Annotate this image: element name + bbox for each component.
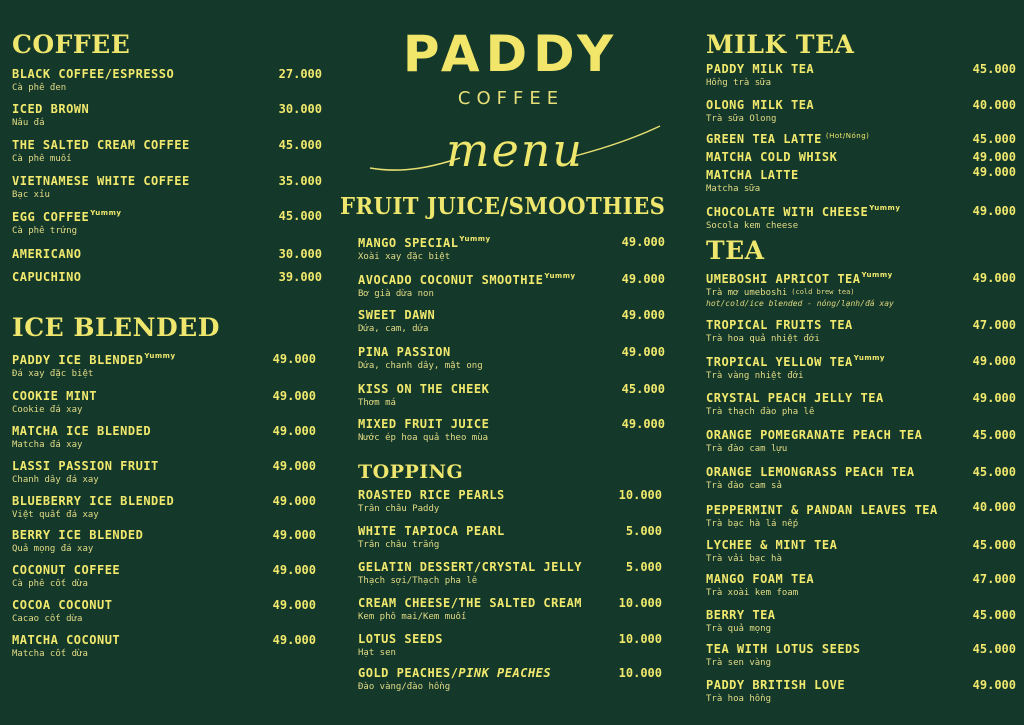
item-description: Chanh dây đá xay bbox=[12, 475, 99, 485]
item-price: 49.000 bbox=[972, 354, 1016, 368]
item-description: Matcha đá xay bbox=[12, 440, 83, 450]
item-name: TROPICAL YELLOW TEA bbox=[706, 355, 853, 369]
item-description: Bạc xỉu bbox=[12, 190, 50, 200]
item-name: THE SALTED CREAM COFFEE bbox=[12, 138, 190, 152]
menu-item bbox=[358, 596, 662, 622]
menu-item bbox=[706, 428, 1016, 454]
item-name: BERRY ICE BLENDED bbox=[12, 528, 144, 542]
item-price: 10.000 bbox=[618, 488, 662, 502]
item-price: 49.000 bbox=[272, 528, 316, 542]
item-price: 49.000 bbox=[972, 165, 1016, 179]
topping-title: TOPPING bbox=[358, 461, 464, 483]
item-price: 49.000 bbox=[272, 598, 316, 612]
item-description: Cà phê đen bbox=[12, 83, 67, 93]
item-description: Trà thạch đào pha lê bbox=[706, 407, 815, 417]
item-description: Trà xoài kem foam bbox=[706, 588, 799, 598]
menu-item bbox=[358, 417, 665, 443]
item-name: GOLD PEACHES/ bbox=[358, 666, 459, 680]
item-description: Nâu đá bbox=[12, 118, 45, 128]
yummy-badge: Yummy bbox=[544, 272, 576, 280]
item-price: 49.000 bbox=[972, 150, 1016, 164]
menu-item bbox=[12, 174, 322, 200]
item-name: ORANGE POMEGRANATE PEACH TEA bbox=[706, 428, 923, 442]
tea-title: TEA bbox=[706, 236, 765, 265]
item-price: 49.000 bbox=[972, 678, 1016, 692]
item-description: Đào vàng/đào hồng bbox=[358, 682, 451, 692]
item-description: Việt quất đá xay bbox=[12, 510, 99, 520]
item-description: Trà hoa quả nhiệt đới bbox=[706, 334, 820, 344]
fruit-title: FRUIT JUICE/SMOOTHIES bbox=[340, 193, 666, 220]
item-price: 47.000 bbox=[972, 572, 1016, 586]
item-description: Trà vàng nhiệt đới bbox=[706, 371, 804, 381]
item-price: 45.000 bbox=[972, 62, 1016, 76]
item-price: 49.000 bbox=[972, 204, 1016, 218]
item-name: CRYSTAL PEACH JELLY TEA bbox=[706, 391, 884, 405]
item-description: Socola kem cheese bbox=[706, 221, 799, 231]
item-name: KISS ON THE CHEEK bbox=[358, 382, 490, 396]
item-price: 45.000 bbox=[972, 608, 1016, 622]
item-description: Thơm má bbox=[358, 398, 396, 408]
menu-item bbox=[706, 318, 1016, 344]
item-name: UMEBOSHI APRICOT TEA bbox=[706, 272, 861, 286]
yummy-badge: Yummy bbox=[144, 352, 176, 360]
item-price: 10.000 bbox=[618, 596, 662, 610]
menu-item bbox=[706, 204, 1016, 231]
item-name: MATCHA LATTE bbox=[706, 168, 799, 182]
item-description: Dứa, chanh dây, mật ong bbox=[358, 361, 483, 371]
item-price: 49.000 bbox=[972, 271, 1016, 285]
item-description: Trà sen vàng bbox=[706, 658, 772, 668]
item-name: TROPICAL FRUITS TEA bbox=[706, 318, 853, 332]
menu-item bbox=[706, 132, 1016, 146]
menu-item bbox=[706, 98, 1016, 124]
item-price: 49.000 bbox=[272, 563, 316, 577]
item-description: Trà vải bạc hà bbox=[706, 554, 782, 564]
menu-item bbox=[358, 235, 665, 262]
menu-item bbox=[706, 354, 1016, 381]
menu-item bbox=[358, 632, 662, 658]
item-description: Đá xay đặc biệt bbox=[12, 369, 94, 379]
menu-item bbox=[706, 150, 1016, 164]
item-description: Kem phô mai/Kem muối bbox=[358, 612, 467, 622]
item-name: TEA WITH LOTUS SEEDS bbox=[706, 642, 861, 656]
menu-script-logo bbox=[365, 118, 665, 188]
item-price: 47.000 bbox=[972, 318, 1016, 332]
brand-name: PADDY bbox=[402, 25, 620, 83]
menu-item bbox=[358, 308, 665, 334]
item-name-italic: PINK PEACHES bbox=[458, 666, 552, 680]
yummy-badge: Yummy bbox=[853, 354, 885, 362]
item-price: 49.000 bbox=[621, 235, 665, 249]
item-price: 45.000 bbox=[972, 428, 1016, 442]
item-name: EGG COFFEE bbox=[12, 210, 90, 224]
coffee-title: COFFEE bbox=[12, 30, 131, 59]
menu-item bbox=[12, 633, 316, 659]
item-description: Trà quả mọng bbox=[706, 624, 772, 634]
item-price: 49.000 bbox=[272, 633, 316, 647]
item-price: 40.000 bbox=[972, 98, 1016, 112]
menu-item bbox=[706, 465, 1016, 491]
item-name: CREAM CHEESE/THE SALTED CREAM bbox=[358, 596, 583, 610]
item-name: MIXED FRUIT JUICE bbox=[358, 417, 490, 431]
item-name: BERRY TEA bbox=[706, 608, 776, 622]
item-price: 49.000 bbox=[272, 424, 316, 438]
item-price: 49.000 bbox=[621, 272, 665, 286]
item-price: 27.000 bbox=[278, 67, 322, 81]
item-name: MATCHA ICE BLENDED bbox=[12, 424, 152, 438]
item-description: Trà đào cam sả bbox=[706, 481, 782, 491]
yummy-badge: Yummy bbox=[861, 271, 893, 279]
item-name: WHITE TAPIOCA PEARL bbox=[358, 524, 505, 538]
menu-script-text: menu bbox=[445, 123, 585, 177]
item-name: GREEN TEA LATTE bbox=[706, 132, 822, 146]
item-name: PADDY ICE BLENDED bbox=[12, 353, 144, 367]
item-name: BLUEBERRY ICE BLENDED bbox=[12, 494, 175, 508]
item-price: 49.000 bbox=[621, 345, 665, 359]
menu-item bbox=[12, 389, 316, 415]
item-name: VIETNAMESE WHITE COFFEE bbox=[12, 174, 190, 188]
item-name: LOTUS SEEDS bbox=[358, 632, 443, 646]
item-name: PEPPERMINT & PANDAN LEAVES TEA bbox=[706, 503, 938, 517]
item-description: Hồng trà sữa bbox=[706, 78, 772, 88]
item-name: GELATIN DESSERT/CRYSTAL JELLY bbox=[358, 560, 583, 574]
item-name: OLONG MILK TEA bbox=[706, 98, 815, 112]
item-description: Trà sữa Olong bbox=[706, 114, 777, 124]
item-description: Trà hoa hồng bbox=[706, 694, 772, 704]
menu-item bbox=[358, 560, 662, 586]
item-name: PINA PASSION bbox=[358, 345, 451, 359]
menu-item bbox=[358, 382, 665, 408]
menu-item bbox=[12, 352, 316, 379]
item-price: 45.000 bbox=[972, 132, 1016, 146]
menu-item bbox=[706, 608, 1016, 634]
item-description: Dứa, cam, dứa bbox=[358, 324, 429, 334]
item-name: MANGO FOAM TEA bbox=[706, 572, 815, 586]
item-description: Matcha sữa bbox=[706, 184, 761, 194]
menu-item bbox=[706, 62, 1016, 88]
item-options: hot/cold/ice blended - nóng/lạnh/đá xay bbox=[706, 299, 894, 308]
menu-item bbox=[706, 500, 1016, 529]
item-price: 5.000 bbox=[625, 560, 662, 574]
item-description: Hạt sen bbox=[358, 648, 396, 658]
hot-tag: (Hot/Nóng) bbox=[825, 132, 870, 140]
item-price: 45.000 bbox=[278, 209, 322, 223]
menu-item bbox=[12, 247, 322, 261]
menu-item bbox=[706, 165, 1016, 194]
item-description: Cà phê trứng bbox=[12, 226, 78, 236]
item-description: Trà mơ umeboshi bbox=[706, 288, 788, 298]
menu-item bbox=[12, 138, 322, 164]
item-description: Bơ già dừa non bbox=[358, 289, 434, 299]
menu-item bbox=[706, 391, 1016, 417]
item-name: PADDY BRITISH LOVE bbox=[706, 678, 846, 692]
item-description: Matcha cốt dừa bbox=[12, 649, 88, 659]
item-price: 30.000 bbox=[278, 247, 322, 261]
item-price: 35.000 bbox=[278, 174, 322, 188]
item-price: 45.000 bbox=[278, 138, 322, 152]
menu-item bbox=[358, 666, 662, 692]
item-description: Trân châu Paddy bbox=[358, 504, 440, 514]
menu-item bbox=[12, 459, 316, 485]
item-name: CAPUCHINO bbox=[12, 270, 82, 284]
menu-item bbox=[12, 424, 316, 450]
menu-item bbox=[358, 488, 662, 514]
milk-tea-title: MILK TEA bbox=[706, 30, 855, 59]
item-name: ROASTED RICE PEARLS bbox=[358, 488, 505, 502]
item-description: Trân châu trắng bbox=[358, 540, 440, 550]
item-name: AMERICANO bbox=[12, 247, 82, 261]
item-name: ORANGE LEMONGRASS PEACH TEA bbox=[706, 465, 915, 479]
item-price: 49.000 bbox=[972, 391, 1016, 405]
item-price: 5.000 bbox=[625, 524, 662, 538]
menu-item bbox=[358, 524, 662, 550]
item-price: 45.000 bbox=[972, 538, 1016, 552]
item-name: MATCHA COCONUT bbox=[12, 633, 121, 647]
menu-item bbox=[12, 598, 316, 624]
item-price: 10.000 bbox=[618, 632, 662, 646]
item-description: Cà phê muối bbox=[12, 154, 72, 164]
item-description: Cacao cốt dừa bbox=[12, 614, 83, 624]
item-description: Cookie đá xay bbox=[12, 405, 83, 415]
item-description: Quả mọng đá xay bbox=[12, 544, 94, 554]
menu-item bbox=[706, 678, 1016, 704]
item-price: 45.000 bbox=[972, 465, 1016, 479]
cold-brew-note: (cold brew tea) bbox=[791, 288, 855, 296]
ice-blended-title: ICE BLENDED bbox=[12, 313, 220, 342]
yummy-badge: Yummy bbox=[869, 204, 901, 212]
menu-item bbox=[358, 345, 665, 371]
item-price: 10.000 bbox=[618, 666, 662, 680]
menu-item bbox=[706, 271, 1016, 308]
yummy-badge: Yummy bbox=[459, 235, 491, 243]
item-name: MATCHA COLD WHISK bbox=[706, 150, 838, 164]
item-price: 49.000 bbox=[272, 352, 316, 366]
item-description: Trà bạc hà lá nếp bbox=[706, 519, 799, 529]
item-description: Trà đào cam lựu bbox=[706, 444, 788, 454]
item-description: Thạch sợi/Thạch pha lê bbox=[358, 576, 478, 586]
item-price: 45.000 bbox=[972, 642, 1016, 656]
item-price: 49.000 bbox=[621, 308, 665, 322]
item-description: Xoài xay đặc biệt bbox=[358, 252, 451, 262]
item-name: LYCHEE & MINT TEA bbox=[706, 538, 838, 552]
item-name: MANGO SPECIAL bbox=[358, 236, 459, 250]
item-description: Nước ép hoa quả theo mùa bbox=[358, 433, 489, 443]
item-name: ICED BROWN bbox=[12, 102, 90, 116]
yummy-badge: Yummy bbox=[90, 209, 122, 217]
item-name: COOKIE MINT bbox=[12, 389, 97, 403]
item-price: 49.000 bbox=[621, 417, 665, 431]
brand-subtitle: COFFEE bbox=[457, 88, 565, 109]
menu-item bbox=[12, 102, 322, 128]
item-name: COCOA COCONUT bbox=[12, 598, 113, 612]
menu-item bbox=[706, 642, 1016, 668]
menu-item bbox=[706, 538, 1016, 564]
item-name: AVOCADO COCONUT SMOOTHIE bbox=[358, 273, 544, 287]
item-price: 45.000 bbox=[621, 382, 665, 396]
item-price: 49.000 bbox=[272, 494, 316, 508]
item-price: 49.000 bbox=[272, 459, 316, 473]
item-name: LASSI PASSION FRUIT bbox=[12, 459, 159, 473]
menu-item bbox=[12, 528, 316, 554]
menu-item bbox=[12, 563, 316, 589]
menu-item bbox=[12, 209, 322, 236]
menu-item bbox=[12, 67, 322, 93]
item-price: 39.000 bbox=[278, 270, 322, 284]
item-name: PADDY MILK TEA bbox=[706, 62, 815, 76]
menu-item bbox=[12, 494, 316, 520]
item-name: CHOCOLATE WITH CHEESE bbox=[706, 205, 869, 219]
item-description: Cà phê cốt dừa bbox=[12, 579, 88, 589]
item-price: 40.000 bbox=[972, 500, 1016, 514]
menu-item bbox=[358, 272, 665, 299]
item-name: COCONUT COFFEE bbox=[12, 563, 121, 577]
item-price: 30.000 bbox=[278, 102, 322, 116]
brand-logo bbox=[396, 25, 626, 109]
item-price: 49.000 bbox=[272, 389, 316, 403]
menu-item bbox=[706, 572, 1016, 598]
item-name: BLACK COFFEE/ESPRESSO bbox=[12, 67, 175, 81]
item-name: SWEET DAWN bbox=[358, 308, 436, 322]
menu-item bbox=[12, 270, 322, 284]
